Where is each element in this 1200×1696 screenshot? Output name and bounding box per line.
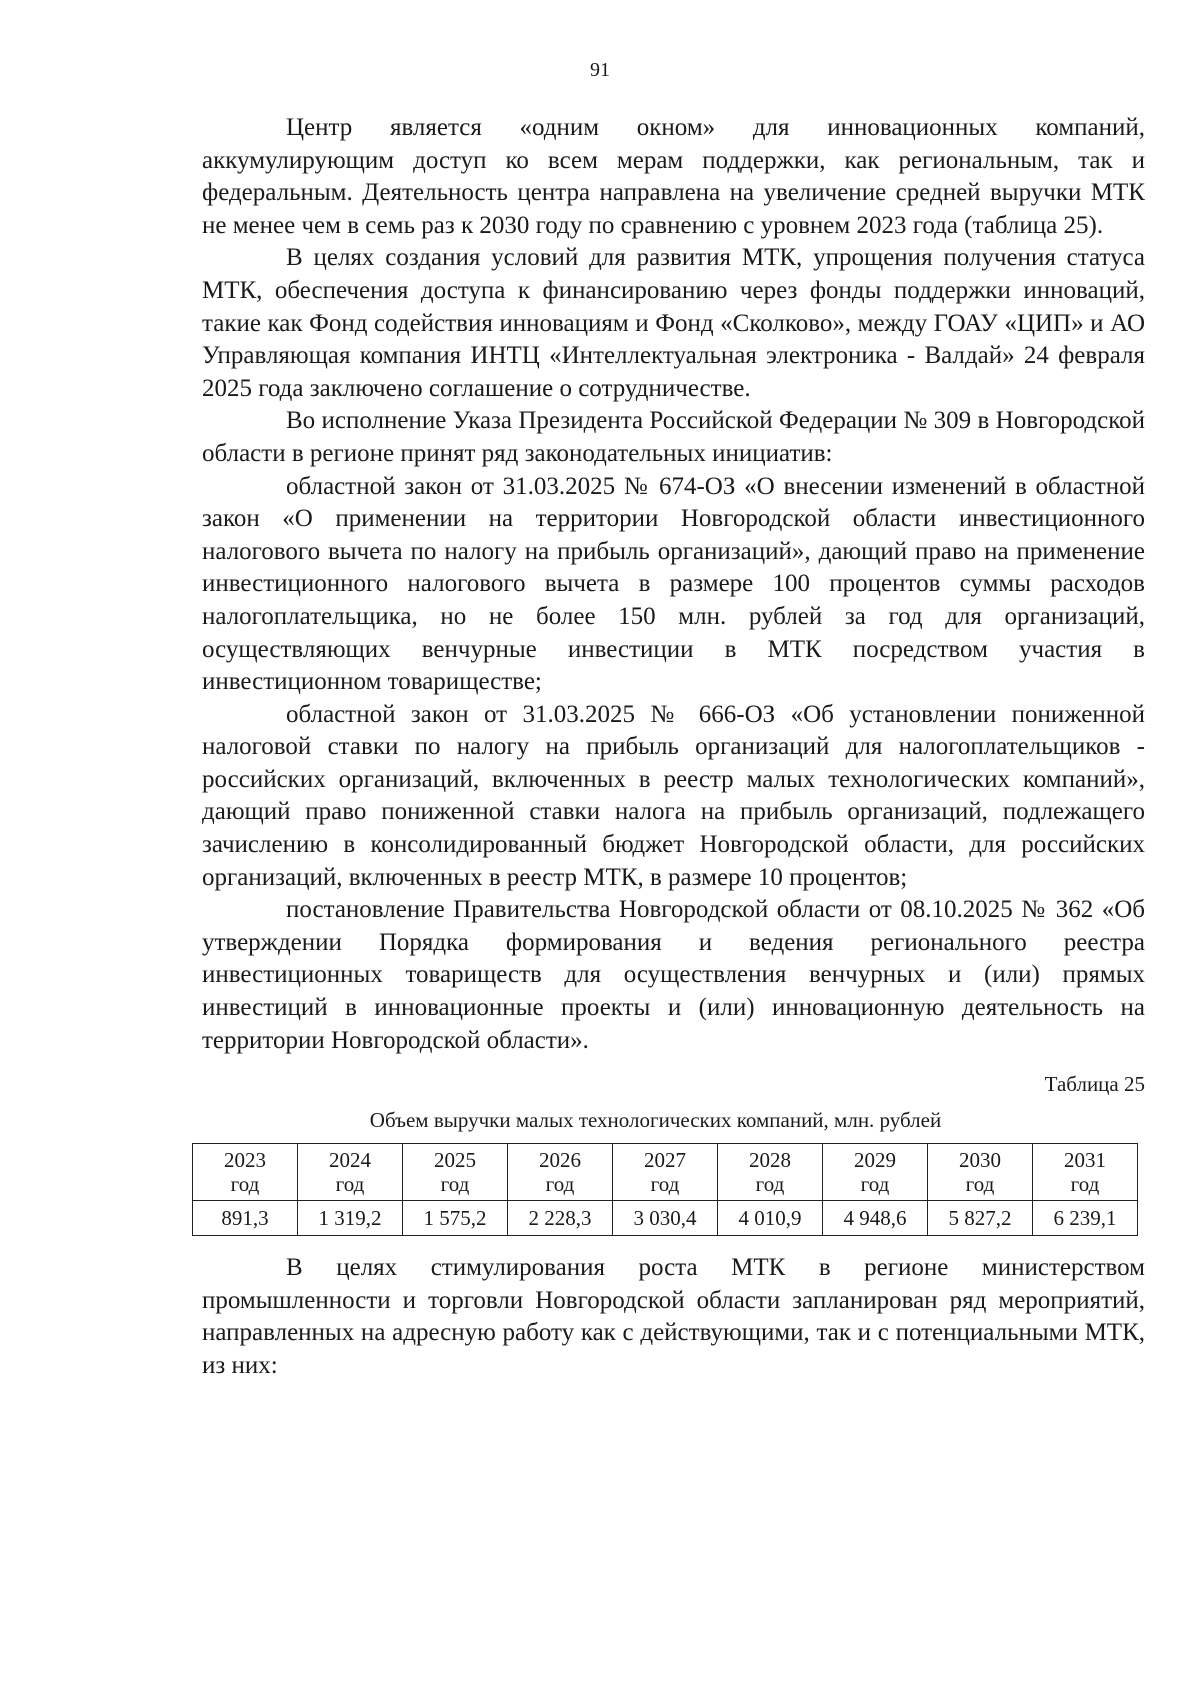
year-cell	[613, 1144, 718, 1201]
year-label: 2029	[854, 1148, 896, 1173]
table-values-row	[193, 1201, 1138, 1236]
paragraph-stimulating-growth: В целях стимулирования роста МТК в регионе министерством промышленности и торговли Новгородской области запланирован ряд мероприятий, направленных на адресную работу как с действующими, так и с потенциальными МТК, из них:	[202, 1254, 1145, 1379]
year-cell	[508, 1144, 613, 1201]
value-cell: 891,3	[193, 1201, 298, 1236]
paragraph-law-666: областной закон от 31.03.2025 № 666-ОЗ «Об установлении пониженной налоговой ставки по налогу на прибыль организаций для налогоплательщиков - российских организаций, включенных в реестр малых технологических компаний», дающий право пониженной ставки налога на прибыль организаций, подлежащего зачислению в консолидированный бюджет Новгородской области, для российских организаций, включенных в реестр МТК, в размере 10 процентов;	[202, 700, 1145, 891]
year-label: 2024	[329, 1148, 371, 1173]
year-unit: год	[230, 1172, 260, 1197]
year-label: 2030	[959, 1148, 1001, 1173]
year-unit: год	[965, 1172, 995, 1197]
year-unit: год	[860, 1172, 890, 1197]
table-header-row	[193, 1144, 1138, 1201]
year-cell	[1033, 1144, 1138, 1201]
year-cell	[823, 1144, 928, 1201]
year-label: 2026	[539, 1148, 581, 1173]
year-unit: год	[1070, 1172, 1100, 1197]
year-cell	[928, 1144, 1033, 1201]
value-cell: 3 030,4	[613, 1201, 718, 1236]
year-label: 2028	[749, 1148, 791, 1173]
page-number: 91	[590, 59, 610, 81]
paragraph-center-one-window: Центр является «одним окном» для инновационных компаний, аккумулирующим доступ ко всем мерам поддержки, как региональным, так и федеральным. Деятельность центра направлена на увеличение средней выручки МТК не менее чем в семь раз к 2030 году по сравнению с уровнем 2023 года (таблица 25).	[202, 114, 1145, 239]
paragraph-resolution-362: постановление Правительства Новгородской области от 08.10.2025 № 362 «Об утверждении Порядка формирования и ведения регионального реестра инвестиционных товариществ для осуществления венчурных и (или) прямых инвестиций в инновационные проекты и (или) инновационную деятельность на территории Новгородской области».	[202, 896, 1145, 1054]
year-unit: год	[335, 1172, 365, 1197]
year-cell	[403, 1144, 508, 1201]
year-unit: год	[440, 1172, 470, 1197]
paragraph-law-674: областной закон от 31.03.2025 № 674-ОЗ «О внесении изменений в областной закон «О применении на территории Новгородской области инвестиционного налогового вычета по налогу на прибыль организаций», дающий право на применение инвестиционного налогового вычета в размере 100 процентов суммы расходов налогоплательщика, но не более 150 млн. рублей за год для организаций, осуществляющих венчурные инвестиции в МТК посредством участия в инвестиционном товариществе;	[202, 472, 1145, 696]
value-cell: 2 228,3	[508, 1201, 613, 1236]
value-cell: 4 010,9	[718, 1201, 823, 1236]
year-label: 2023	[224, 1148, 266, 1173]
revenue-table	[192, 1143, 1138, 1236]
year-unit: год	[545, 1172, 575, 1197]
value-cell: 1 319,2	[298, 1201, 403, 1236]
year-cell	[718, 1144, 823, 1201]
year-cell	[193, 1144, 298, 1201]
value-cell: 4 948,6	[823, 1201, 928, 1236]
value-cell: 6 239,1	[1033, 1201, 1138, 1236]
table-title: Объем выручки малых технологических компаний, млн. рублей	[369, 1108, 942, 1133]
value-cell: 1 575,2	[403, 1201, 508, 1236]
year-label: 2027	[644, 1148, 686, 1173]
year-label: 2031	[1064, 1148, 1106, 1173]
paragraph-cooperation-agreement: В целях создания условий для развития МТК, упрощения получения статуса МТК, обеспечения доступа к финансированию через фонды поддержки инноваций, такие как Фонд содействия инновациям и Фонд «Сколково», между ГОАУ «ЦИП» и АО Управляющая компания ИНТЦ «Интеллектуальная электроника - Валдай» 24 февраля 2025 года заключено соглашение о сотрудничестве.	[202, 244, 1145, 402]
year-unit: год	[650, 1172, 680, 1197]
value-cell: 5 827,2	[928, 1201, 1033, 1236]
year-label: 2025	[434, 1148, 476, 1173]
paragraph-presidential-decree: Во исполнение Указа Президента Российской Федерации № 309 в Новгородской области в регионе принят ряд законодательных инициатив:	[202, 407, 1145, 467]
year-unit: год	[755, 1172, 785, 1197]
document-body	[202, 112, 1145, 1383]
year-cell	[298, 1144, 403, 1201]
table-caption: Таблица 25	[1044, 1072, 1145, 1097]
